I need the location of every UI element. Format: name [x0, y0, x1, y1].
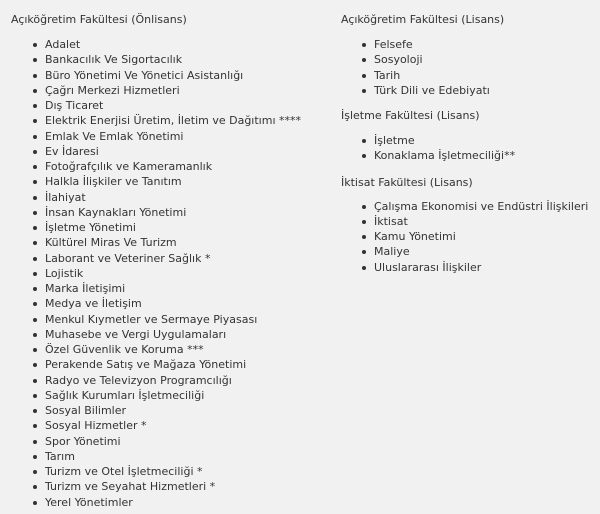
list-item: Çalışma Ekonomisi ve Endüstri İlişkileri [341, 199, 596, 214]
list-item: İşletme [341, 133, 596, 148]
list-item: Konaklama İşletmeciliği** [341, 148, 596, 163]
list-item: Tarım [11, 449, 331, 464]
section-heading-iktisat-lisans: İktisat Fakültesi (Lisans) [341, 175, 473, 189]
program-list-onlisans [11, 37, 331, 510]
program-list-acikogretim-lisans [341, 37, 596, 98]
right-column [341, 0, 596, 275]
list-item: Felsefe [341, 37, 596, 52]
section-heading-acikogretim-lisans: Açıköğretim Fakültesi (Lisans) [341, 13, 505, 26]
list-item: Sağlık Kurumları İşletmeciliği [11, 388, 331, 403]
list-item: Turizm ve Otel İşletmeciliği * [11, 464, 331, 479]
list-item: İktisat [341, 214, 596, 229]
list-item: İnsan Kaynakları Yönetimi [11, 205, 331, 220]
list-item: Çağrı Merkezi Hizmetleri [11, 83, 331, 98]
list-item: Halkla İlişkiler ve Tanıtım [11, 174, 331, 189]
list-item: Emlak Ve Emlak Yönetimi [11, 129, 331, 144]
list-item: Dış Ticaret [11, 98, 331, 113]
section-heading-acikogretim-onlisans: Açıköğretim Fakültesi (Önlisans) [11, 13, 187, 26]
section-heading-isletme-lisans: İşletme Fakültesi (Lisans) [341, 109, 480, 122]
list-item: Kamu Yönetimi [341, 229, 596, 244]
list-item: Sosyoloji [341, 52, 596, 67]
list-item: Türk Dili ve Edebiyatı [341, 83, 596, 98]
program-list-isletme-lisans [341, 133, 596, 164]
list-item: Bankacılık Ve Sigortacılık [11, 52, 331, 67]
list-item: Özel Güvenlik ve Koruma *** [11, 342, 331, 357]
list-item: Fotoğrafçılık ve Kameramanlık [11, 159, 331, 174]
list-item: Ev İdaresi [11, 144, 331, 159]
list-item: Sosyal Hizmetler * [11, 418, 331, 433]
list-item: Tarih [341, 68, 596, 83]
list-item: Medya ve İletişim [11, 296, 331, 311]
list-item: Uluslararası İlişkiler [341, 260, 596, 275]
list-item: İlahiyat [11, 190, 331, 205]
left-column [11, 0, 331, 510]
list-item: Sosyal Bilimler [11, 403, 331, 418]
list-item: Maliye [341, 244, 596, 259]
list-item: Turizm ve Seyahat Hizmetleri * [11, 479, 331, 494]
list-item: Marka İletişimi [11, 281, 331, 296]
list-item: Muhasebe ve Vergi Uygulamaları [11, 327, 331, 342]
list-item: Perakende Satış ve Mağaza Yönetimi [11, 357, 331, 372]
program-list-iktisat-lisans [341, 199, 596, 275]
list-item: Adalet [11, 37, 331, 52]
list-item: İşletme Yönetimi [11, 220, 331, 235]
list-item: Yerel Yönetimler [11, 495, 331, 510]
list-item: Radyo ve Televizyon Programcılığı [11, 373, 331, 388]
list-item: Kültürel Miras Ve Turizm [11, 235, 331, 250]
list-item: Menkul Kıymetler ve Sermaye Piyasası [11, 312, 331, 327]
list-item: Spor Yönetimi [11, 434, 331, 449]
list-item: Büro Yönetimi Ve Yönetici Asistanlığı [11, 68, 331, 83]
list-item: Elektrik Enerjisi Üretim, İletim ve Dağıtımı **** [11, 113, 331, 128]
list-item: Laborant ve Veteriner Sağlık * [11, 251, 331, 266]
list-item: Lojistik [11, 266, 331, 281]
